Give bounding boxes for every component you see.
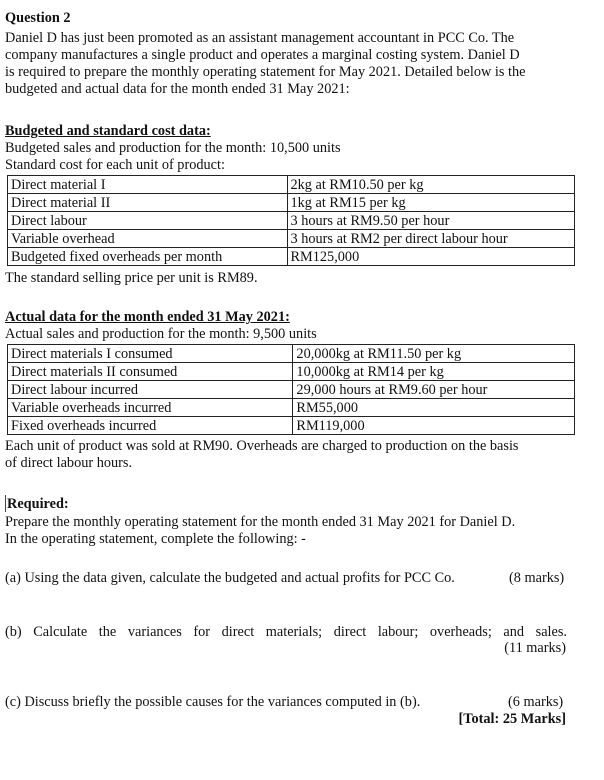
table-row (8, 417, 575, 435)
part-a-text: (a) Using the data given, calculate the budgeted and actual profits for PCC Co. (5, 570, 455, 586)
table-cell-item: Variable overheads incurred (8, 399, 293, 417)
table-row (8, 399, 575, 417)
table-cell-item: Variable overhead (8, 230, 288, 248)
intro-line-1: Daniel D has just been promoted as an assistant management accountant in PCC Co. The (5, 30, 515, 46)
required-line-2: In the operating statement, complete the following: - (5, 531, 306, 547)
part-c-text: (c) Discuss briefly the possible causes for the variances computed in (b). (5, 694, 421, 710)
required-heading: Required: (7, 496, 69, 512)
table-cell-value: 1kg at RM15 per kg (287, 194, 575, 212)
table-cell-value: RM55,000 (293, 399, 575, 417)
intro-line-3: is required to prepare the monthly operating statement for May 2021. Detailed below is the (5, 64, 526, 80)
table-row (8, 212, 575, 230)
table-cell-item: Budgeted fixed overheads per month (8, 248, 288, 266)
part-c-marks: (6 marks) (508, 694, 564, 710)
table-cell-value: 3 hours at RM9.50 per hour (287, 212, 575, 230)
actual-note-line-1: Each unit of product was sold at RM90. Overheads are charged to production on the basis (5, 438, 519, 454)
table-row (8, 230, 575, 248)
table-cell-item: Direct labour (8, 212, 288, 230)
table-cell-item: Direct material II (8, 194, 288, 212)
table-row (8, 363, 575, 381)
actual-heading: Actual data for the month ended 31 May 2021: (5, 309, 290, 325)
budget-heading: Budgeted and standard cost data: (5, 123, 211, 139)
text-cursor (5, 495, 6, 512)
part-b-text: (b) Calculate the variances for direct materials; direct labour; overheads; and sales. (5, 624, 567, 640)
table-row (8, 345, 575, 363)
table-cell-item: Direct materials I consumed (8, 345, 293, 363)
actual-data-table (7, 344, 575, 435)
table-cell-value: 10,000kg at RM14 per kg (293, 363, 575, 381)
intro-line-2: company manufactures a single product and operates a marginal costing system. Daniel D (5, 47, 520, 63)
standard-cost-line: Standard cost for each unit of product: (5, 157, 225, 173)
table-cell-item: Fixed overheads incurred (8, 417, 293, 435)
selling-price-line: The standard selling price per unit is RM89. (5, 270, 258, 286)
required-line-1: Prepare the monthly operating statement for the month ended 31 May 2021 for Daniel D. (5, 514, 516, 530)
table-cell-item: Direct labour incurred (8, 381, 293, 399)
table-cell-value: 2kg at RM10.50 per kg (287, 176, 575, 194)
budget-cost-table (7, 175, 575, 266)
table-row (8, 381, 575, 399)
table-cell-value: 29,000 hours at RM9.60 per hour (293, 381, 575, 399)
actual-sales-line: Actual sales and production for the month: 9,500 units (5, 326, 317, 342)
question-title: Question 2 (5, 10, 71, 26)
table-cell-value: RM119,000 (293, 417, 575, 435)
table-cell-item: Direct materials II consumed (8, 363, 293, 381)
intro-line-4: budgeted and actual data for the month ended 31 May 2021: (5, 81, 350, 97)
table-cell-value: 3 hours at RM2 per direct labour hour (287, 230, 575, 248)
table-row (8, 194, 575, 212)
part-b-marks: (11 marks) (504, 640, 566, 656)
table-row (8, 248, 575, 266)
part-a-marks: (8 marks) (509, 570, 565, 586)
table-row (8, 176, 575, 194)
table-cell-value: RM125,000 (287, 248, 575, 266)
table-cell-item: Direct material I (8, 176, 288, 194)
table-cell-value: 20,000kg at RM11.50 per kg (293, 345, 575, 363)
total-marks: [Total: 25 Marks] (458, 711, 566, 727)
budget-sales-line: Budgeted sales and production for the month: 10,500 units (5, 140, 341, 156)
actual-note-line-2: of direct labour hours. (5, 455, 133, 471)
